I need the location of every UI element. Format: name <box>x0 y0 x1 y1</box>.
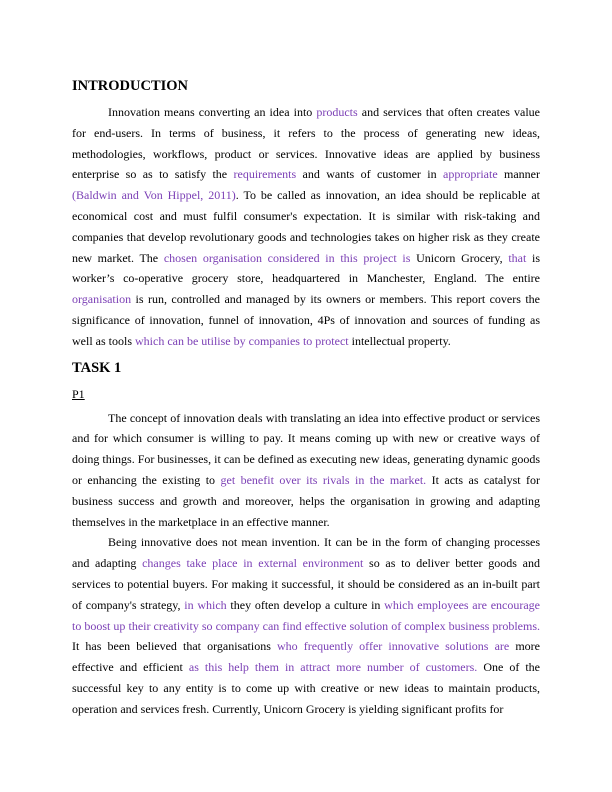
highlighted-text: organisation <box>72 292 132 307</box>
text-run: Unicorn Grocery, <box>410 250 509 265</box>
highlighted-text: requirements <box>233 167 297 182</box>
text-run: Innovation means converting an idea into <box>108 105 317 119</box>
highlighted-text: get benefit over its rivals in the market. <box>220 472 427 487</box>
text-run: It has been believed that organisations <box>72 639 277 654</box>
text-run: intellectual property. <box>348 333 451 348</box>
introduction-heading: INTRODUCTION <box>72 78 189 94</box>
highlighted-text: products <box>316 105 358 119</box>
text-run: Being innovative does not mean invention. It can be in the form of changing processes and adapting <box>72 535 540 571</box>
text-run: and wants of customer in <box>296 167 443 182</box>
text-run: The concept of innovation deals with translating an idea into effective product or services and for which consumer is willing to pay. It means coming up with new or creative ways of doing things. For businesses, it can be defined as executing new ideas, generating dynamic goods or enhancing the existing to <box>72 410 540 487</box>
text-run: is run, controlled and managed by its owners or members. This report covers the significance of innovation, funnel of innovation, 4Ps of innovation and sources of funding as well as tools <box>72 292 540 348</box>
task1-paragraph-1 <box>72 408 540 533</box>
text-run: One of the successful key to any entity is to come up with creative or new ideas to maintain products, operation and services fresh. Currently, Unicorn Grocery is yielding significant profits for <box>72 660 540 716</box>
text-run: and services that often creates value for end-users. In terms of business, it refers to the process of generating new ideas, methodologies, workflows, product or services. Innovative ideas are applied by business enterprise so as to satisfy the <box>72 105 540 182</box>
task1-heading: TASK 1 <box>72 359 122 376</box>
highlighted-text: in which <box>184 597 227 612</box>
text-run: so as to deliver better goods and services to potential buyers. For making it successful, it should be considered as an in-built part of company's strategy, <box>72 556 540 612</box>
highlighted-text: chosen organisation considered in this project is <box>163 250 411 265</box>
text-run: they often develop a culture in <box>226 597 385 612</box>
highlighted-text: appropriate <box>443 167 498 182</box>
introduction-paragraph <box>72 102 540 352</box>
text-run: . To be called as innovation, an idea should be replicable at economical cost and must fulfil consumer's expectation. It is similar with risk-taking and companies that develop revolutionary goods and technologies takes on higher risk as they create new market. The <box>72 188 540 265</box>
text-run: It acts as catalyst for business success and growth and moreover, helps the organisation in growing and adapting themselves in the marketplace in an effective manner. <box>72 472 541 529</box>
highlighted-text: which can be utilise by companies to protect <box>135 333 349 348</box>
highlighted-text: that <box>508 250 527 265</box>
task1-paragraph-2 <box>72 532 540 719</box>
highlighted-text: as this help them in attract more number of customers. <box>188 660 478 675</box>
highlighted-text: who frequently offer innovative solutions are <box>277 639 510 654</box>
text-run: manner <box>497 167 540 182</box>
text-run: more effective and efficient <box>72 639 540 675</box>
highlighted-text: changes take place in external environment <box>142 556 364 571</box>
highlighted-text: (Baldwin and Von Hippel, 2011) <box>72 188 236 203</box>
highlighted-text: which employees are encourage to boost up their creativity so company can find effective solution of complex business problems. <box>72 597 540 633</box>
p1-subheading: P1 <box>72 386 85 401</box>
text-run: is worker’s co-operative grocery store, headquartered in Manchester, England. The entire <box>72 250 541 286</box>
document-body <box>72 76 540 720</box>
